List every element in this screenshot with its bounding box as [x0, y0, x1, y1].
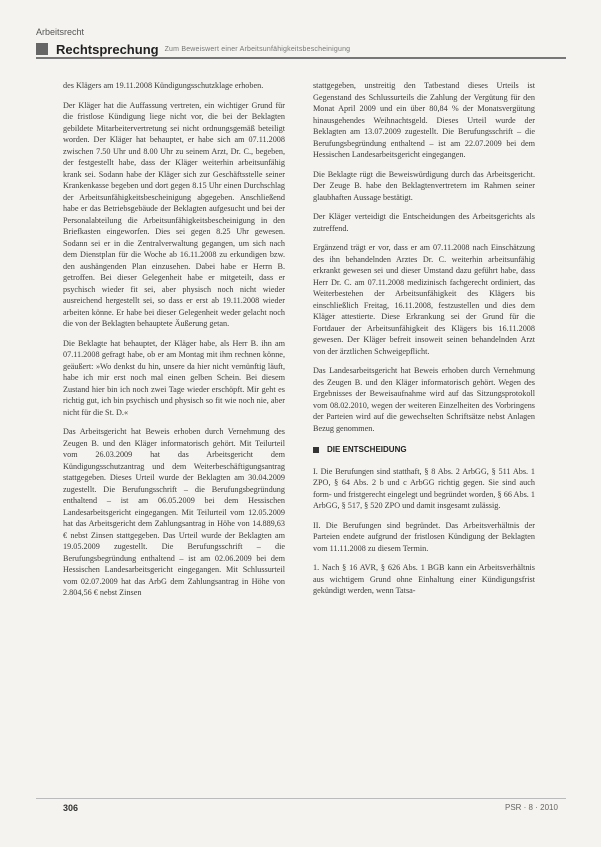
paragraph: Das Arbeitsgericht hat Beweis erhoben durch Vernehmung des Zeugen B. und den Kläger informatorisch gehört. Mit Teilurteil vom 26.03.2009 hat das Arbeitsgericht dem Kündigungsschutzantrag und dem Weiterbeschäftigungsantrag stattgegeben. Dieses Urteil wurde der Beklagten am 30.04.2009 zugestellt. Die Berufungsschrift – die Berufungsbegründung enthaltend – ist am 06.05.2009 bei dem Hessischen Landesarbeitsgericht eingegangen. Mit Teilurteil vom 12.05.2009 hat das Arbeitsgericht dem Zahlungsantrag in Höhe von 14.889,63 € nebst Zinsen stattgegeben. Das Urteil wurde der Beklagten am 19.05.2009 zugestellt. Die Berufungsschrift – die Berufungsbegründung enthaltend – ist am 02.06.2009 bei dem Hessischen Landesarbeitsgericht eingegangen. Mit Schlussurteil vom 02.07.2009 hat das ArbG dem Zahlungsantrag in Höhe von 2.804,56 € nebst Zinsen: [63, 427, 285, 597]
header-square-icon: [36, 43, 48, 55]
page-number: 306: [63, 803, 79, 813]
section-heading: [313, 444, 535, 456]
header-section-label: Arbeitsrecht: [36, 27, 85, 37]
paragraph: Der Kläger hat die Auffassung vertreten, ein wichtiger Grund für die fristlose Kündigung liege nicht vor, die bei der Beklagten gebildete Mitarbeitervertretung sei nicht ordnungsgemäß beteiligt worden. Der Kläger hat behauptet, er habe sich am 07.11.2008 zwischen 7.50 Uhr und 8.00 Uhr zu seinem Arzt, Dr. C., begeben, der festgestellt habe, dass der Kläger weiterhin arbeitsunfähig krank sei. Sodann habe der Kläger sich zur Geschäftsstelle seiner Krankenkasse begeben und dort gegen 8.15 Uhr einen Durchschlag der Arbeitsunfähigkeitsbescheinigung abgegeben. Anschließend habe er das Betriebsgebäude der Beklagten aufgesucht und bei der Personalabteilung die Arbeitsunfähigkeitsbescheinigung in den Briefkasten eingeworfen. Dies sei gegen 8.25 Uhr gewesen. Sodann sei er in die Zentralverwaltung gegangen, um sich nach dem Dienstplan für die Woche ab 16.11.2008 zu erkundigen bzw. den aushängenden Plan einzusehen. Dabei habe er Herrn B. getroffen. Bei dieser Gelegenheit habe er mitgeteilt, dass er psychisch wieder fit sei, aber physisch noch nicht wieder ausreichend hergestellt sei, so dass er erst ab 19.11.2008 wieder arbeiten könne. Er habe bei dieser Gelegenheit weder gelacht noch die von der Beklagten behauptete Äußerung getan.: [63, 100, 285, 328]
paragraph: II. Die Berufungen sind begründet. Das Arbeitsverhältnis der Parteien endete aufgrund der fristlosen Kündigung der Beklagten vom 11.11.2008 zu diesem Termin.: [313, 520, 535, 553]
paragraph: stattgegeben, unstreitig den Tatbestand dieses Urteils ist Gegenstand des Schlussurteils die Zahlung der Vergütung für den Monat April 2009 und ein über 80,84 % der Monatsvergütung hinausgehendes Weihnachtsgeld. Dieses Urteil wurde der Beklagten am 13.07.2009 zugestellt. Die Berufungsschrift – die Berufungsbegründung enthaltend – ist am 22.07.2009 bei dem Hessischen Landesarbeitsgericht eingegangen.: [313, 81, 535, 159]
paragraph: Die Beklagte hat behauptet, der Kläger habe, als Herr B. ihn am 07.11.2008 gefragt habe, ob er am Montag mit ihm rechnen könne, geäußert: »Wo denkst du hin, unsere da hier nicht vernünftig läuft, habe ich mir erst noch mal einen gelben Schein. Bei diesem Zustand hier bin ich noch zwei Tage wieder erschöpft. Mir geht es richtig gut, ich bin psychisch und physisch so fit wie noch nie, aber nicht für die St. D.«: [63, 338, 285, 417]
paragraph: Das Landesarbeitsgericht hat Beweis erhoben durch Vernehmung des Zeugen B. und den Kläger informatorisch gehört. Wegen des Ergebnisses der Beweisaufnahme wird auf das Sitzungsprotokoll vom 08.02.2010, wegen der weiteren Einzelheiten des Vorbringens der Parteien wird auf die gewechselten Schriftsätze nebst Anlagen Bezug genommen.: [313, 366, 535, 433]
right-column: [313, 80, 535, 605]
section-heading-text: DIE ENTSCHEIDUNG: [327, 445, 407, 454]
paragraph: 1. Nach § 16 AVR, § 626 Abs. 1 BGB kann ein Arbeitsverhältnis aus wichtigem Grund ohne Einhaltung einer Kündigungsfrist gekündigt werden, wenn Tatsa-: [313, 563, 535, 595]
footer-divider: [36, 798, 566, 799]
left-column: [63, 80, 285, 607]
header-bar: [36, 41, 566, 59]
paragraph: Die Beklagte rügt die Beweiswürdigung durch das Arbeitsgericht. Der Zeuge B. habe den Beklagtenvertretern im Rahmen seiner glaubhaften Aussage bestätigt.: [313, 169, 535, 202]
square-bullet-icon: [313, 447, 319, 453]
paragraph: I. Die Berufungen sind statthaft, § 8 Abs. 2 ArbGG, § 511 Abs. 1 ZPO, § 64 Abs. 2 b und c ArbGG richtig gegen. Sie sind auch form- und fristgerecht eingelegt und begründet worden, § 66 Abs. 1 ArbGG, § 517, § 520 ZPO und damit insgesamt zulässig.: [313, 466, 535, 510]
paragraph: des Klägers am 19.11.2008 Kündigungsschutzklage erhoben.: [63, 81, 264, 90]
paragraph: Ergänzend trägt er vor, dass er am 07.11.2008 nach Einschätzung des ihn behandelnden Arztes Dr. C. weiterhin arbeitsunfähig erkrankt gewesen sei und dieser Umstand dazu geführt habe, dass Herr Dr. C. am 07.11.2008 medizinisch fachgerecht ordiniert, das Weiterbestehen der Arbeitsunfähigkeit des Klägers bis einschließlich Freitag, 16.11.2008, festzustellen und dies dem Kläger attestierte. Diese Erkrankung sei der Grund für die Fortdauer der Arbeitsunfähigkeit des Klägers bis 16.11.2008 gewesen. Der Kläger befreit insoweit seinen behandelnden Arzt von der ärztlichen Schweigepflicht.: [313, 243, 535, 356]
paragraph: Der Kläger verteidigt die Entscheidungen des Arbeitsgerichts als zutreffend.: [313, 212, 535, 233]
journal-reference: PSR · 8 · 2010: [505, 803, 558, 812]
header-subtitle: Zum Beweiswert einer Arbeitsunfähigkeitsbescheinigung: [164, 45, 351, 53]
header-title: Rechtsprechung: [56, 41, 159, 57]
